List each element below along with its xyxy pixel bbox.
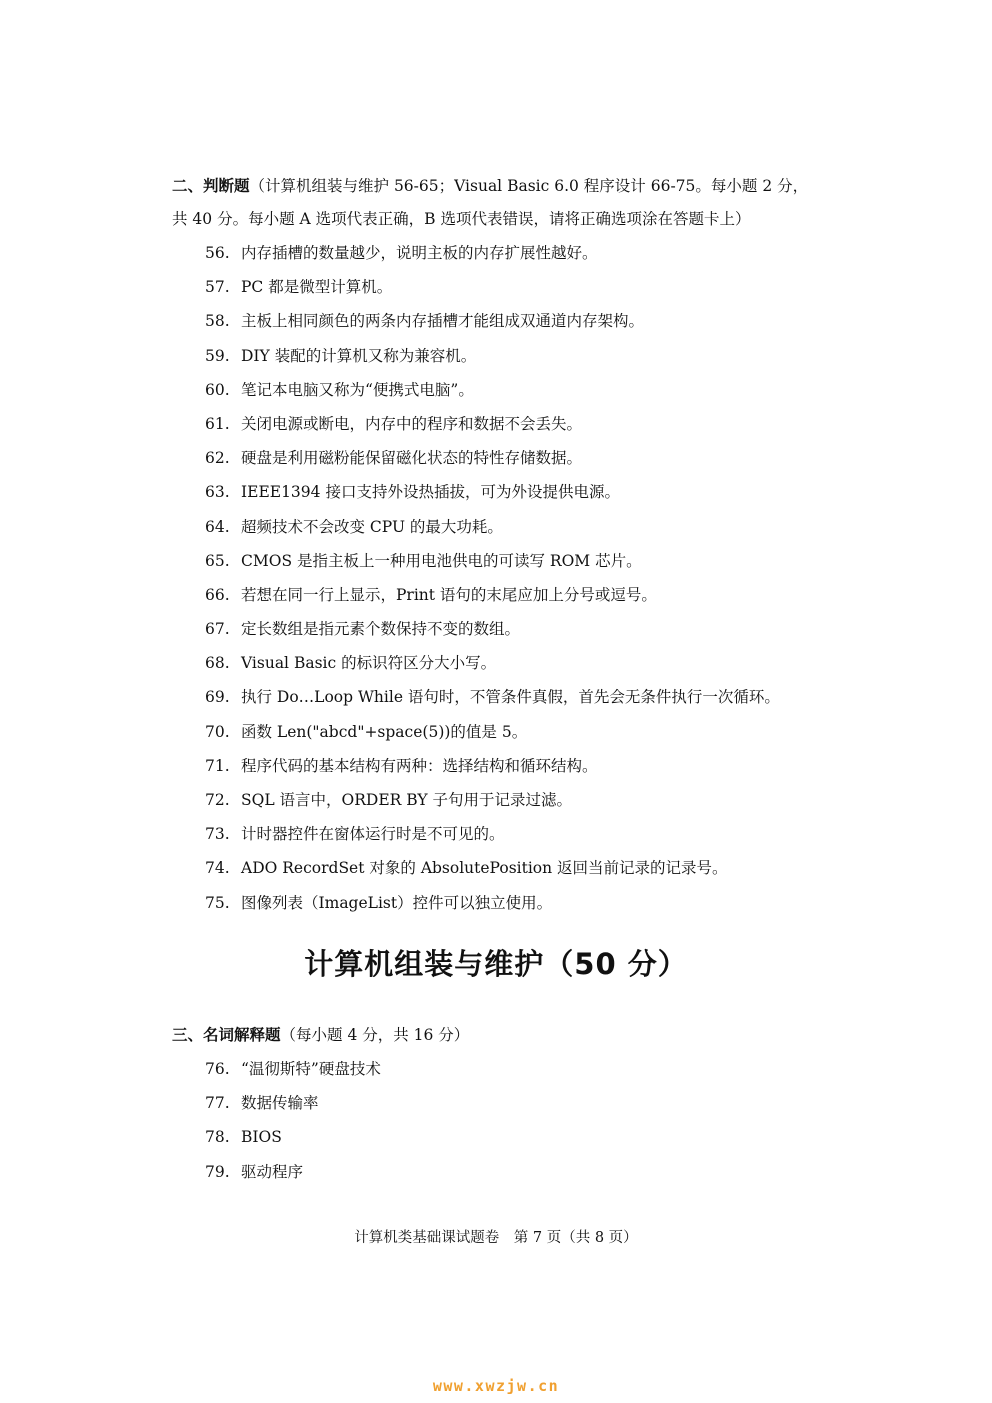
question-number: 71.: [205, 756, 230, 775]
question-text: SQL 语言中，ORDER BY 子句用于记录过滤。: [241, 791, 573, 809]
question-item: [205, 749, 780, 783]
question-number: 59.: [205, 346, 230, 365]
section-2-instructions-line2: 共 40 分。每小题 A 选项代表正确，B 选项代表错误，请将正确选项涂在答题卡上）: [172, 210, 751, 228]
question-text: Visual Basic 的标识符区分大小写。: [241, 654, 497, 673]
question-text: 图像列表（ImageList）控件可以独立使用。: [241, 893, 553, 912]
question-item: [205, 680, 780, 714]
question-item: [205, 783, 780, 817]
section-3-instructions: （每小题 4 分，共 16 分）: [280, 1026, 470, 1044]
question-item: [205, 270, 780, 304]
question-text: 硬盘是利用磁粉能保留磁化状态的特性存储数据。: [241, 449, 583, 468]
question-number: 68.: [205, 654, 230, 673]
question-item: [205, 544, 780, 578]
question-item: [205, 1120, 381, 1154]
question-item: [205, 1086, 381, 1120]
question-number: 64.: [205, 517, 230, 536]
section-2-title: 二、判断题: [172, 177, 250, 195]
question-item: [205, 612, 780, 646]
question-text: 函数 Len("abcd"+space(5))的值是 5。: [241, 722, 528, 741]
question-number: 70.: [205, 722, 230, 741]
question-number: 72.: [205, 791, 230, 809]
question-text: 执行 Do…Loop While 语句时，不管条件真假，首先会无条件执行一次循环。: [241, 688, 780, 707]
question-item: [205, 817, 780, 851]
site-watermark: www.xwzjw.cn: [432, 1377, 560, 1395]
question-number: 76.: [205, 1060, 230, 1078]
question-item: [205, 373, 780, 407]
question-item: [205, 715, 780, 749]
question-item: [205, 1155, 381, 1189]
section-3-title: 三、名词解释题: [172, 1026, 281, 1044]
page-footer: 计算机类基础课试题卷 第 7 页（共 8 页）: [354, 1230, 638, 1246]
question-number: 58.: [205, 312, 230, 331]
question-item: [205, 578, 780, 612]
question-text: 主板上相同颜色的两条内存插槽才能组成双通道内存架构。: [241, 312, 645, 331]
question-text: 定长数组是指元素个数保持不变的数组。: [241, 620, 521, 639]
question-item: [205, 304, 780, 338]
question-number: 78.: [205, 1128, 230, 1147]
section-3-heading: [172, 1019, 832, 1052]
question-item: [205, 1052, 381, 1086]
question-text: 超频技术不会改变 CPU 的最大功耗。: [241, 517, 503, 536]
question-text: DIY 装配的计算机又称为兼容机。: [241, 346, 477, 365]
question-item: [205, 236, 780, 270]
section-2-heading-line1: [172, 170, 832, 203]
question-item: [205, 510, 780, 544]
question-number: 69.: [205, 688, 230, 707]
question-item: [205, 339, 780, 373]
question-text: IEEE1394 接口支持外设热插拔，可为外设提供电源。: [241, 483, 620, 502]
question-item: [205, 646, 780, 680]
question-text: PC 都是微型计算机。: [241, 278, 393, 297]
question-number: 56.: [205, 244, 230, 262]
question-number: 57.: [205, 278, 230, 297]
section-2-instructions-line1: （计算机组装与维护 56-65；Visual Basic 6.0 程序设计 66-75。每小题 2 分，: [249, 177, 809, 195]
question-text: CMOS 是指主板上一种用电池供电的可读写 ROM 芯片。: [241, 551, 642, 570]
section-2-heading: [172, 170, 832, 236]
question-item: [205, 851, 780, 885]
question-text: 数据传输率: [241, 1094, 319, 1113]
question-text: 计时器控件在窗体运行时是不可见的。: [241, 825, 505, 844]
question-item: [205, 475, 780, 509]
question-number: 66.: [205, 585, 230, 604]
question-item: [205, 407, 780, 441]
question-text: 内存插槽的数量越少，说明主板的内存扩展性越好。: [241, 244, 598, 262]
question-number: 60.: [205, 380, 230, 399]
question-number: 75.: [205, 893, 230, 912]
question-text: 程序代码的基本结构有两种：选择结构和循环结构。: [241, 756, 598, 775]
question-number: 63.: [205, 483, 230, 502]
question-number: 74.: [205, 859, 230, 878]
question-text: “温彻斯特”硬盘技术: [241, 1060, 381, 1078]
question-number: 73.: [205, 825, 230, 844]
question-number: 77.: [205, 1094, 230, 1113]
term-explanation-question-list: [205, 1052, 381, 1189]
question-text: ADO RecordSet 对象的 AbsolutePosition 返回当前记录的记录号。: [241, 859, 728, 878]
question-text: 关闭电源或断电，内存中的程序和数据不会丢失。: [241, 414, 583, 433]
question-number: 62.: [205, 449, 230, 468]
question-number: 65.: [205, 551, 230, 570]
question-text: BIOS: [241, 1128, 282, 1147]
question-item: [205, 886, 780, 920]
question-text: 笔记本电脑又称为“便携式电脑”。: [241, 380, 474, 399]
question-item: [205, 441, 780, 475]
true-false-question-list: [205, 236, 780, 920]
question-text: 若想在同一行上显示，Print 语句的末尾应加上分号或逗号。: [241, 585, 657, 604]
part-title: 计算机组装与维护（50 分）: [304, 947, 688, 981]
question-number: 67.: [205, 620, 230, 639]
question-number: 61.: [205, 414, 230, 433]
question-text: 驱动程序: [241, 1162, 304, 1181]
question-number: 79.: [205, 1162, 230, 1181]
